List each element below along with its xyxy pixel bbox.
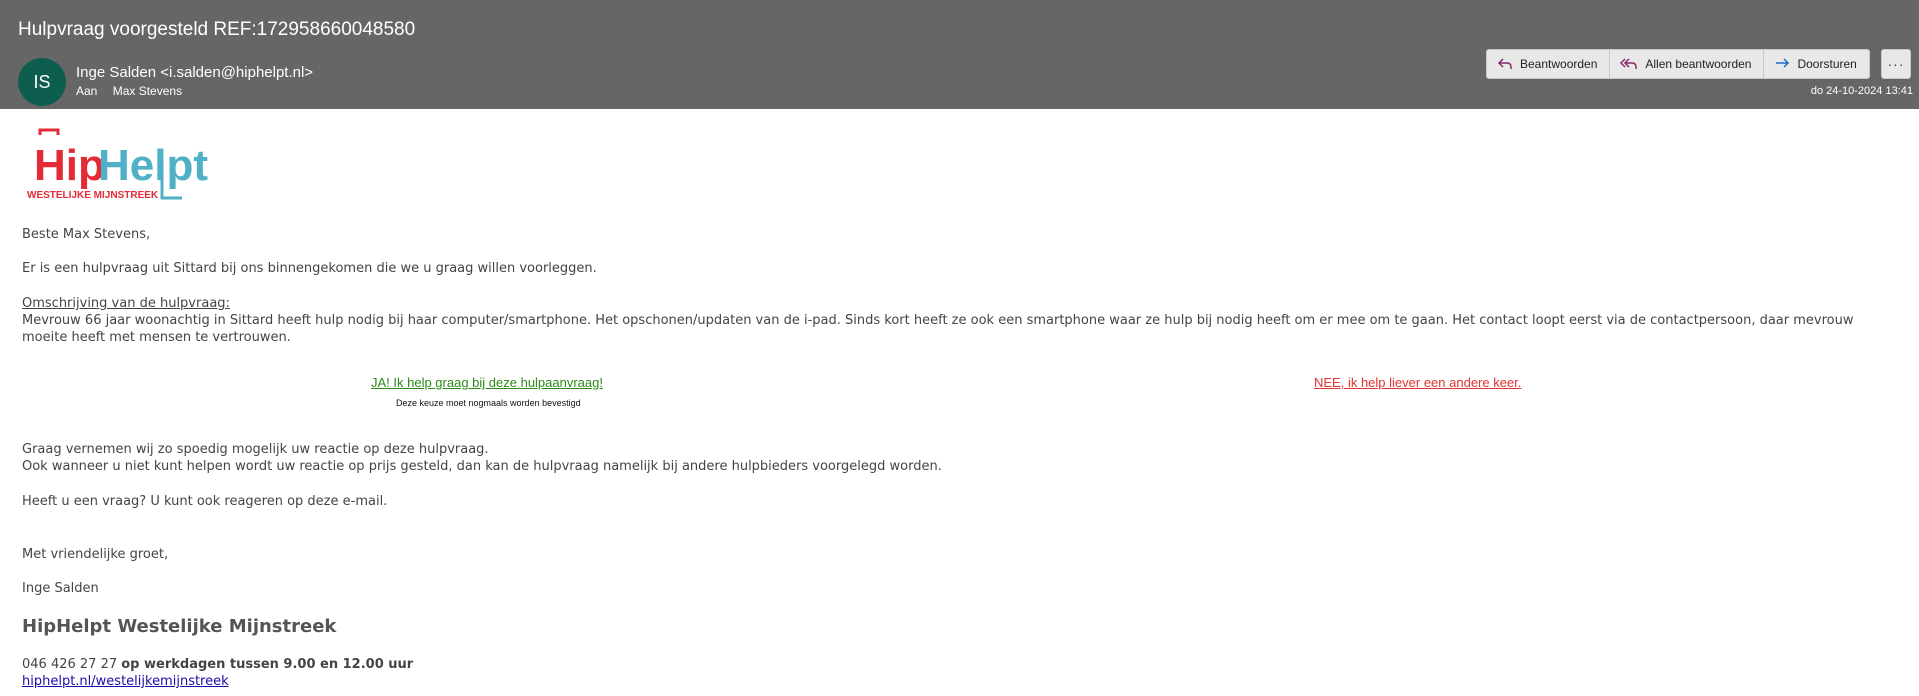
message-subject: Hulpvraag voorgesteld REF:172958660048580 [18,19,416,40]
closing-line: Met vriendelijke groet, [22,547,169,562]
logo-helpt-text: Helpt [98,141,208,190]
follow-up-line-2: Ook wanneer u niet kunt helpen wordt uw reactie op prijs gesteld, dan kan de hulpvraag namelijk bij andere hulpbieders voorgelegd worden. [22,459,942,474]
reply-all-label: Allen beantwoorden [1645,57,1752,71]
reply-all-button[interactable] [1610,49,1764,79]
contact-phone-line [22,657,413,672]
accept-request-link[interactable]: JA! Ik help graag bij deze hulpaanvraag! [371,375,603,390]
website-link[interactable]: hiphelpt.nl/westelijkemijnstreek [22,674,229,689]
message-header [0,0,1919,109]
description-line-1: Mevrouw 66 jaar woonachtig in Sittard heeft hulp nodig bij haar computer/smartphone. Het opschonen/updaten van de i-pad. Sinds kort heeft ze ook een smartphone waar ze hulp bij nodig heeft om er mee om te gaan. Het contact loopt eerst via de contactpersoon, daar mevrouw [22,313,1854,328]
more-options-button[interactable]: ··· [1881,49,1911,79]
question-line: Heeft u een vraag? U kunt ook reageren op deze e-mail. [22,494,388,509]
hiphelpt-logo [22,128,212,209]
reply-button[interactable] [1486,49,1610,79]
decline-request-link[interactable]: NEE, ik help liever een andere keer. [1314,375,1522,390]
description-heading: Omschrijving van de hulpvraag: [22,296,230,311]
description-line-2: moeite heeft met mensen te vertrouwen. [22,330,291,345]
logo-tagline: WESTELIJKE MIJNSTREEK [27,190,159,201]
recipient-name[interactable]: Max Stevens [112,84,183,98]
email-greeting: Beste Max Stevens, [22,227,151,242]
sender-avatar[interactable]: IS [18,58,66,106]
accept-confirmation-note: Deze keuze moet nogmaals worden bevestigd [396,398,581,408]
forward-button[interactable] [1764,49,1869,79]
message-actions [1486,49,1870,79]
reply-icon [1497,57,1513,71]
office-hours: op werkdagen tussen 9.00 en 12.00 uur [121,657,414,672]
message-date: do 24-10-2024 13:41 [1810,85,1913,97]
reply-label: Beantwoorden [1520,57,1598,71]
follow-up-line-1: Graag vernemen wij zo spoedig mogelijk uw reactie op deze hulpvraag. [22,442,489,457]
forward-icon [1774,57,1790,71]
reply-all-icon [1620,57,1638,71]
organization-name: HipHelpt Westelijke Mijnstreek [22,616,337,637]
phone-number: 046 426 27 27 [22,657,122,672]
forward-label: Doorsturen [1797,57,1857,71]
recipient-line [76,84,182,98]
to-label: Aan [76,84,98,98]
signature-name: Inge Salden [22,581,99,596]
logo-hip-text: Hip [34,141,105,190]
email-intro: Er is een hulpvraag uit Sittard bij ons binnengekomen die we u graag willen voorleggen. [22,261,597,276]
sender-name[interactable]: Inge Salden <i.salden@hiphelpt.nl> [76,64,314,81]
